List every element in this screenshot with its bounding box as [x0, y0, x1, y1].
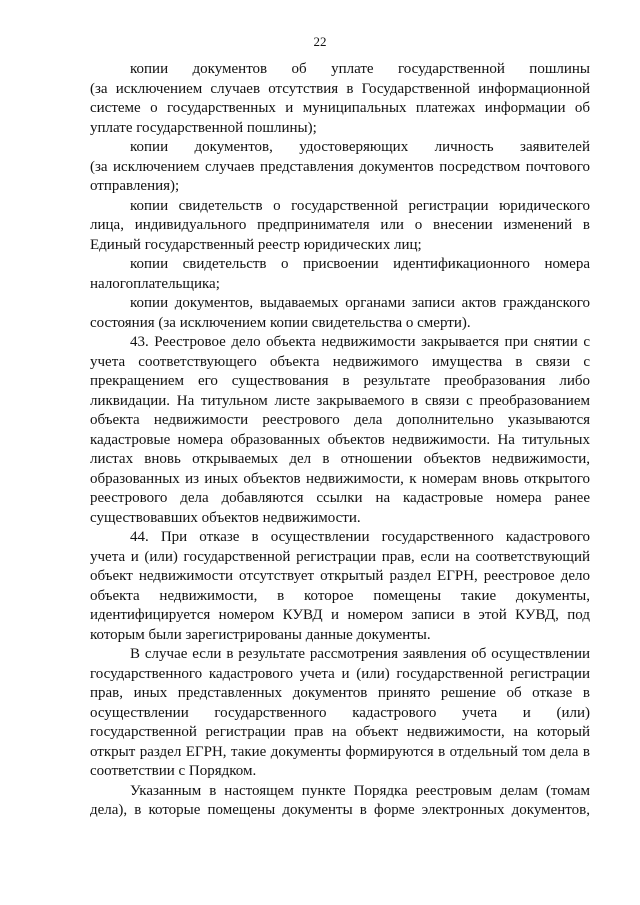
- text-line: отправления);: [90, 178, 180, 194]
- text-line: учета и (или) государственной регистрации прав, если на соответствующий: [90, 548, 590, 565]
- text-line: уплате государственной пошлины);: [90, 119, 317, 136]
- text-line: учета соответствующего объекта недвижимого имущества в связи с: [90, 353, 590, 370]
- text-line: дела), в которые помещены документы в форме электронных документов,: [90, 802, 590, 818]
- text-line: кадастровые номера образованных объектов недвижимости. На титульных: [90, 431, 590, 448]
- text-line: системе о государственных и муниципальных платежах информации об: [90, 100, 590, 116]
- text-line: (за исключением случаев отсутствия в Государственной информационной: [90, 80, 590, 97]
- text-line: которым были зарегистрированы данные документы.: [90, 626, 431, 643]
- document-body: [90, 60, 590, 821]
- text-line: лица, индивидуального предпринимателя или о внесении изменений в: [90, 217, 590, 233]
- text-line: объект недвижимости отсутствует открытый раздел ЕГРН, реестровое дело: [90, 568, 590, 584]
- text-line: образованных из иных объектов недвижимости, к номерам вновь открытого: [90, 470, 590, 487]
- text-line: копии документов, удостоверяющих личность заявителей: [130, 139, 590, 155]
- text-line: прав, иных представленных документов принято решение об отказе в: [90, 685, 590, 701]
- text-line: объекта недвижимости реестрового дела дополнительно указываются: [90, 412, 590, 428]
- text-line: соответствии с Порядком.: [90, 763, 257, 779]
- text-line: В случае если в результате рассмотрения заявления об осуществлении: [130, 646, 590, 662]
- text-line: Единый государственный реестр юридических лиц;: [90, 236, 422, 253]
- text-line: ликвидации. На титульном листе закрываемого в связи с преобразованием: [90, 392, 590, 409]
- text-line: копии документов об уплате государственной пошлины: [130, 61, 590, 77]
- text-line: осуществлении государственного кадастрового учета и (или): [90, 704, 590, 721]
- text-line: налогоплательщика;: [90, 275, 220, 292]
- text-line: прекращением его существования в результате преобразования либо: [90, 373, 590, 389]
- text-line: идентифицируется номером КУВД и номером записи в этой КУВД, под: [90, 607, 590, 623]
- text-line: объекта недвижимости, в которое помещены такие документы,: [90, 587, 590, 604]
- text-line: 43. Реестровое дело объекта недвижимости закрывается при снятии с: [130, 334, 590, 350]
- text-line: копии документов, выдаваемых органами записи актов гражданского: [130, 295, 590, 311]
- text-line: реестрового дела добавляются ссылки на кадастровые номера ранее: [90, 490, 590, 506]
- text-line: государственной регистрации прав на объект недвижимости, на который: [90, 724, 590, 740]
- text-line: состояния (за исключением копии свидетельства о смерти).: [90, 314, 471, 331]
- text-line: копии свидетельств о государственной регистрации юридического: [130, 197, 590, 214]
- text-line: открыт раздел ЕГРН, такие документы формируются в отдельный том дела в: [90, 743, 590, 760]
- text-line: существовавших объектов недвижимости.: [90, 509, 361, 526]
- text-line: государственного кадастрового учета и (или) государственной регистрации: [90, 665, 590, 682]
- text-line: Указанным в настоящем пункте Порядка реестровым делам (томам: [130, 782, 590, 799]
- page-number: 22: [313, 34, 327, 49]
- text-line: 44. При отказе в осуществлении государственного кадастрового: [130, 529, 590, 545]
- text-line: листах вновь открываемых дел в отношении объектов недвижимости,: [90, 451, 590, 467]
- text-line: (за исключением случаев представления документов посредством почтового: [90, 158, 590, 175]
- text-line: копии свидетельств о присвоении идентификационного номера: [130, 256, 590, 272]
